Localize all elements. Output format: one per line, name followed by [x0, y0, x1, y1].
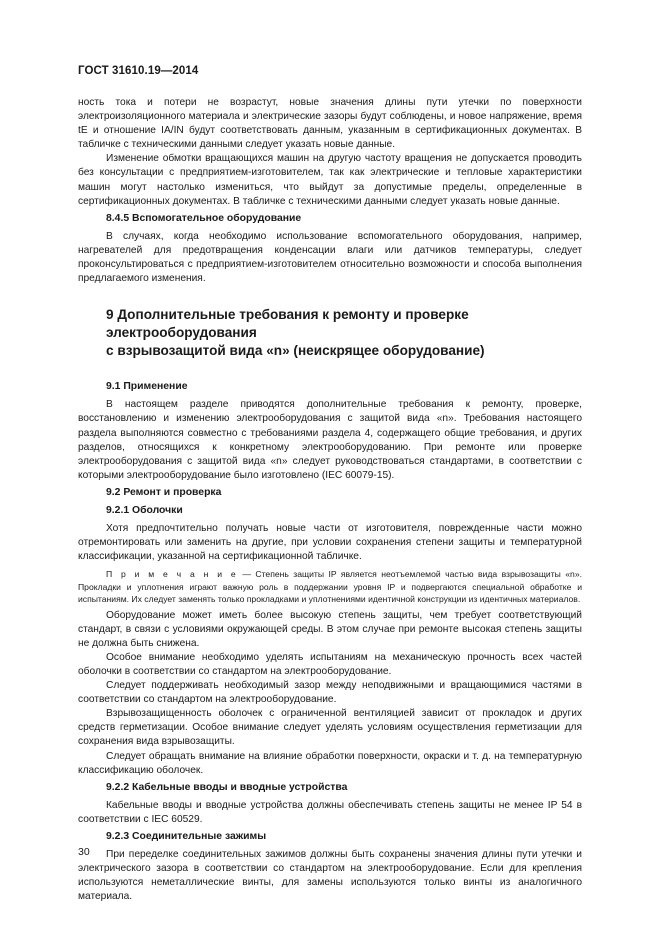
paragraph: При переделке соединительных зажимов должны быть сохранены значения длины пути утечки и электрического зазора в соответствии со стандартом на электрооборудование. Если для крепления используются неметаллические винты, для замены используются только винты из аналогичного материала. — [78, 849, 582, 903]
paragraph: В случаях, когда необходимо использование вспомогательного оборудования, например, нагревателей для предотвращения конденсации влаги или датчиков температуры, следует проконсультироваться с предприятием-изготовителем относительно возможности и способа выполнения предлагаемого изменения. — [78, 230, 582, 285]
paragraph: Кабельные вводы и вводные устройства должны обеспечивать степень защиты не менее IP 54 в соответствии с IEC 60529. — [78, 799, 582, 825]
subsection-heading-9-2-1: 9.2.1 Оболочки — [106, 504, 183, 516]
paragraph: В настоящем разделе приводятся дополнительные требования к ремонту, проверке, восстановлению и изменению электрооборудования с защитой вида «n». Требования настоящего раздела выполняются совместно с требованиями раздела 4, содержащего общие требования, и других разделов, относящихся к конкретному электрооборудованию. При ремонте или проверке электрооборудования с защитой вида «n» следует руководствоваться стандартами, в соответствии с которыми электрооборудование было изготовлено (IEC 60079-15). — [78, 399, 582, 481]
note-label: П р и м е ч а н и е — [106, 569, 238, 580]
subsection-heading-9-2-3: 9.2.3 Соединительные зажимы — [106, 830, 267, 842]
section-heading-9-line1: 9 Дополнительные требования к ремонту и проверке электрооборудования — [106, 307, 469, 341]
paragraph: Следует поддерживать необходимый зазор между неподвижными и вращающимися частями в соответствии со стандартом на электрооборудование. — [78, 680, 582, 706]
page-number: 30 — [78, 846, 90, 858]
note-text: — Степень защиты IP является неотъемлемой частью вида взрывозащиты «n». Прокладки и уплотнения играют важную роль в поддержании уровня IP и подвергаются специальной обработке и испытаниям. Их следует заменять только прокладками и уплотнениями идентичной конструкции из идентичных материалов. — [78, 569, 582, 605]
subsection-heading-9-1: 9.1 Применение — [106, 381, 188, 393]
paragraph: Изменение обмотки вращающихся машин на другую частоту вращения не допускается проводить без консультации с предприятием-изготовителем, так как электрические и тепловые характеристики машин могут настолько измениться, что выйдут за допустимые пределы, определенные в сертификационных документах. В табличке с техническими данными следует указать новые данные. — [78, 153, 582, 207]
note — [78, 568, 582, 605]
subsection-heading-9-2-2: 9.2.2 Кабельные вводы и вводные устройства — [106, 781, 348, 793]
document-body — [78, 96, 582, 904]
paragraph: ность тока и потери не возрастут, новые значения длины пути утечки по поверхности электроизоляционного материала и электрические зазоры будут соблюдены, и новое напряжение, время tE и отношение IA/IN будут соответствовать данным, указанным в сертификационных документах. В табличке с техническими данными следует указать новые данные. — [78, 97, 582, 151]
section-heading-9-line2: с взрывозащитой вида «n» (неискрящее оборудование) — [106, 343, 485, 359]
document-header: ГОСТ 31610.19—2014 — [78, 65, 199, 77]
paragraph: Хотя предпочтительно получать новые части от изготовителя, поврежденные части можно отремонтировать или заменить на другие, при условии сохранения степени защиты и температурной классификации, указанной на сертификационной табличке. — [78, 523, 582, 563]
paragraph: Особое внимание необходимо уделять испытаниям на механическую прочность всех частей оболочки в соответствии со стандартом на электрооборудование. — [78, 651, 582, 677]
paragraph: Следует обращать внимание на влияние обработки поверхности, окраски и т. д. на температурную классификацию оболочек. — [78, 750, 582, 776]
section-heading-9 — [78, 306, 582, 360]
paragraph: Оборудование может иметь более высокую степень защиты, чем требует соответствующий стандарт, в связи с условиями окружающей среды. В этом случае при ремонте высокая степень защиты не должна быть снижена. — [78, 609, 582, 649]
paragraph: Взрывозащищенность оболочек с ограниченной вентиляцией зависит от прокладок и других средств герметизации. Особое внимание следует уделять условиям осуществления герметизации для сохранения вида взрывозащиты. — [78, 708, 582, 748]
subsection-heading-9-2: 9.2 Ремонт и проверка — [106, 486, 222, 498]
subsection-heading-8-4-5: 8.4.5 Вспомогательное оборудование — [106, 212, 302, 224]
